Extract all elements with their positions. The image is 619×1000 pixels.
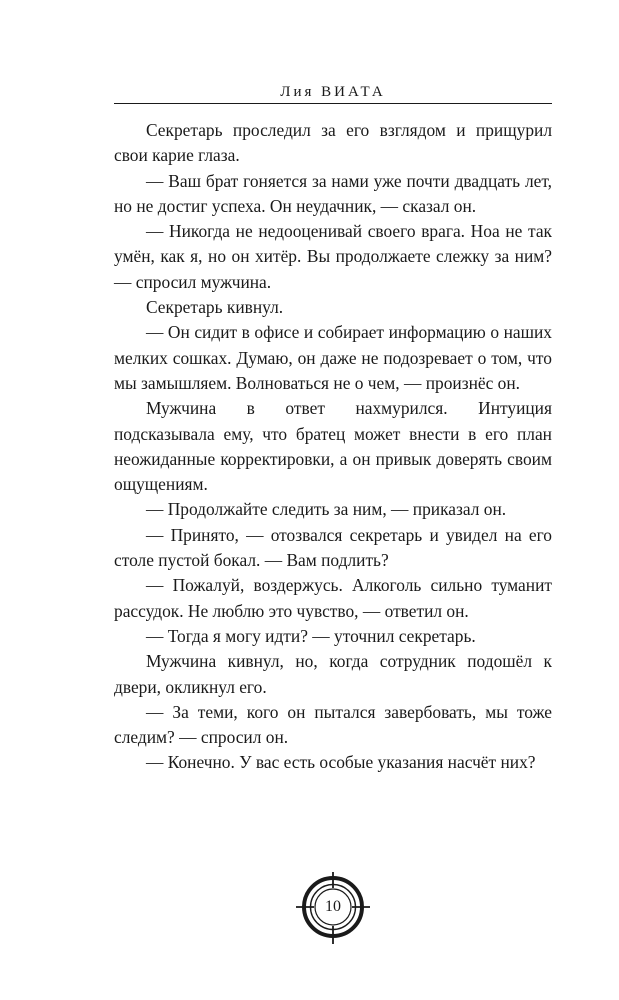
paragraph: — Конечно. У вас есть особые указания насчёт них? xyxy=(146,752,536,773)
paragraph: — Никогда не недооценивай своего врага. Ноа не так умён, как я, но он хитёр. Вы продолжаете слежку за ним? — спросил мужчина. xyxy=(114,221,552,292)
paragraph: Мужчина кивнул, но, когда сотрудник подошёл к двери, окликнул его. xyxy=(114,651,552,697)
page-number: 10 xyxy=(325,898,341,915)
running-header: Лия ВИАТА xyxy=(280,84,386,100)
body-text xyxy=(114,118,552,776)
paragraph: Мужчина в ответ нахмурился. Интуиция подсказывала ему, что братец может внести в его план неожиданные корректировки, а он привык доверять своим ощущениям. xyxy=(114,398,552,495)
paragraph: Секретарь проследил за его взглядом и прищурил свои карие глаза. xyxy=(114,120,552,166)
paragraph: — Продолжайте следить за ним, — приказал он. xyxy=(146,499,507,520)
page-number-ornament xyxy=(293,870,373,950)
paragraph: — Принято, — отозвался секретарь и увидел на его столе пустой бокал. — Вам подлить? xyxy=(114,524,552,571)
paragraph: — За теми, кого он пытался завербовать, мы тоже следим? — спросил он. xyxy=(114,701,552,748)
paragraph: Секретарь кивнул. xyxy=(146,297,284,318)
paragraph: — Пожалуй, воздержусь. Алкоголь сильно туманит рассудок. Не люблю это чувство, — ответил он. xyxy=(114,575,552,621)
paragraph: — Ваш брат гоняется за нами уже почти двадцать лет, но не достиг успеха. Он неудачник, — сказал он. xyxy=(114,170,552,216)
paragraph: — Тогда я могу идти? — уточнил секретарь. xyxy=(146,625,476,646)
header-rule xyxy=(114,103,552,104)
paragraph: — Он сидит в офисе и собирает информацию о наших мелких сошках. Думаю, он даже не подозревает о том, что мы замышляем. Волноваться не о чем, — произнёс он. xyxy=(114,322,552,393)
